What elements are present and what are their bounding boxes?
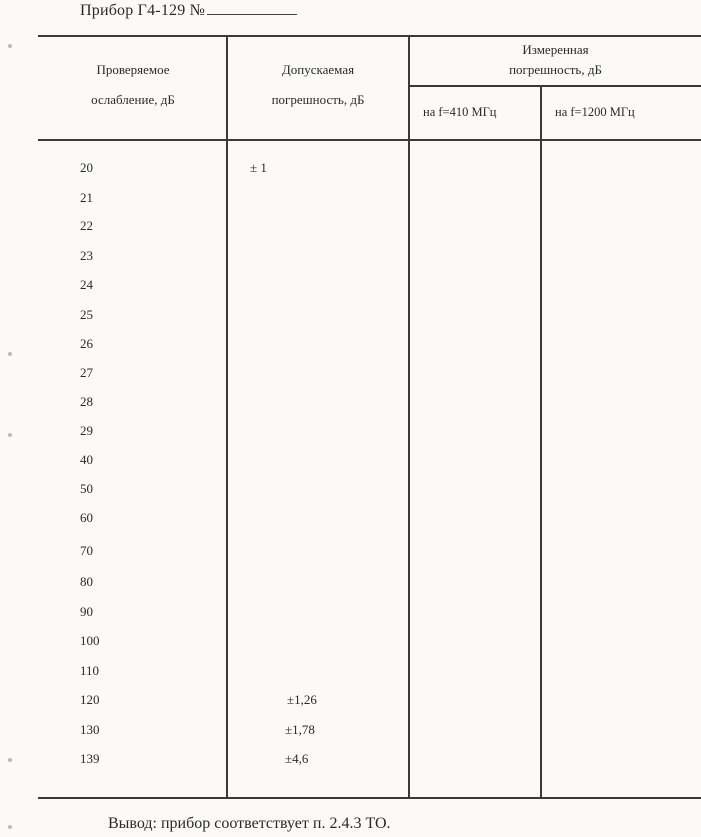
attenuation-value: 20 bbox=[80, 160, 93, 175]
attenuation-value: 90 bbox=[80, 604, 93, 619]
table-bottom-border bbox=[38, 797, 701, 799]
attenuation-value: 139 bbox=[80, 751, 100, 766]
attenuation-value: 100 bbox=[80, 633, 100, 648]
document-title bbox=[80, 2, 297, 20]
header-bottom-border bbox=[38, 139, 701, 141]
attenuation-value: 23 bbox=[80, 248, 93, 263]
tolerance-value: ±4,6 bbox=[285, 751, 309, 766]
tolerance-value: ±1,78 bbox=[285, 722, 315, 737]
header-tolerance: Допускаемая погрешность, дБ bbox=[271, 62, 365, 107]
attenuation-value: 24 bbox=[80, 277, 93, 292]
column-divider bbox=[226, 35, 228, 798]
attenuation-value: 29 bbox=[80, 423, 93, 438]
tolerance-value: ±1,26 bbox=[287, 692, 317, 707]
subheader-410mhz: на f=410 МГц bbox=[423, 105, 497, 119]
header-measured: Измеренная погрешность, дБ bbox=[509, 42, 602, 77]
attenuation-value: 22 bbox=[80, 218, 93, 233]
attenuation-value: 80 bbox=[80, 574, 93, 589]
serial-number-blank bbox=[207, 4, 297, 15]
tolerance-value: ± 1 bbox=[250, 160, 267, 175]
attenuation-value: 60 bbox=[80, 510, 93, 525]
attenuation-value: 26 bbox=[80, 336, 93, 351]
subheader-divider bbox=[408, 85, 701, 87]
scan-speck bbox=[8, 44, 12, 48]
scan-speck bbox=[8, 758, 12, 762]
attenuation-value: 40 bbox=[80, 452, 93, 467]
conclusion-text: Вывод: прибор соответствует п. 2.4.3 ТО. bbox=[108, 815, 391, 832]
scan-speck bbox=[8, 433, 12, 437]
attenuation-value: 70 bbox=[80, 543, 93, 558]
table-top-border bbox=[38, 35, 701, 37]
header-attenuation: Проверяемое ослабление, дБ bbox=[91, 62, 175, 107]
attenuation-value: 110 bbox=[80, 663, 100, 678]
subheader-1200mhz: на f=1200 МГц bbox=[555, 105, 635, 119]
attenuation-value: 120 bbox=[80, 692, 100, 707]
column-divider bbox=[408, 35, 410, 798]
attenuation-value: 28 bbox=[80, 394, 93, 409]
instrument-label: Прибор Г4-129 № bbox=[80, 2, 206, 19]
scan-speck bbox=[8, 352, 12, 356]
scan-speck bbox=[8, 825, 12, 829]
attenuation-value: 130 bbox=[80, 722, 100, 737]
attenuation-value: 27 bbox=[80, 365, 93, 380]
attenuation-value: 21 bbox=[80, 190, 93, 205]
attenuation-value: 25 bbox=[80, 307, 93, 322]
attenuation-value: 50 bbox=[80, 481, 93, 496]
column-divider bbox=[540, 86, 542, 798]
